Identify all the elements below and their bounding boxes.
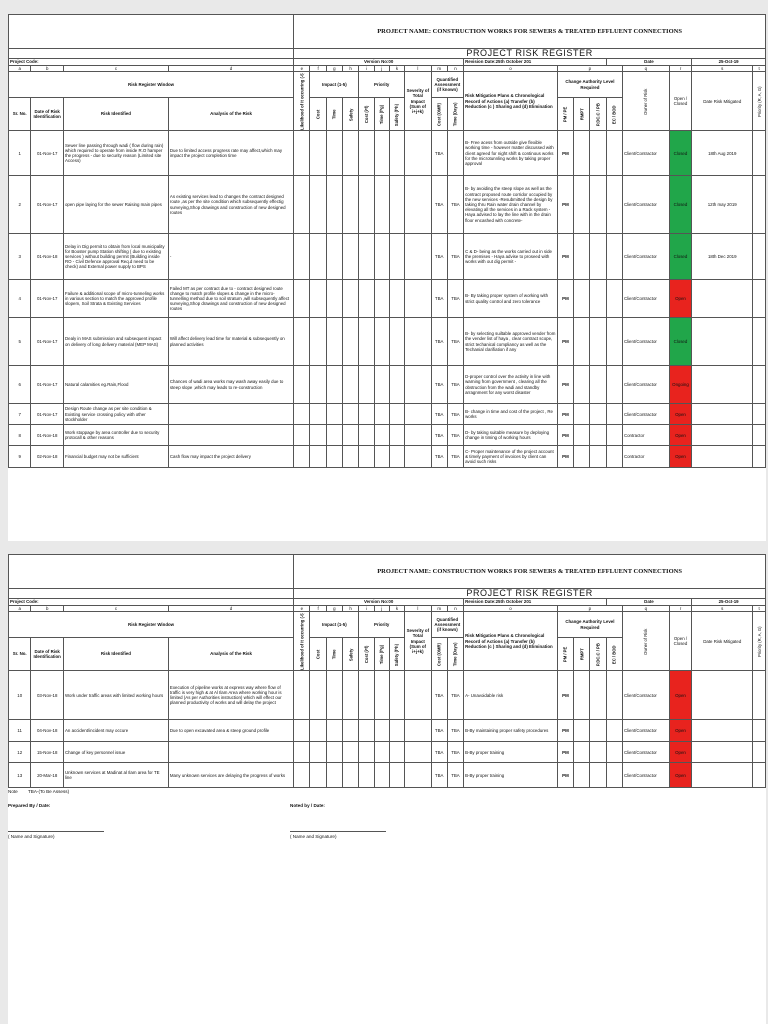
prepared-by-label: Prepared By / Date:: [8, 803, 51, 809]
time-days-header: Time (Days): [447, 98, 463, 131]
change-authority-header: Change Authority Level Required: [557, 612, 622, 638]
risk-cell: Natural calamities eg.Rain,Flood: [63, 366, 168, 404]
pm-cell: PM: [557, 176, 573, 234]
table-row: [9, 763, 766, 788]
mitigation-cell: B- by avoiding the steep slope as well as the contract proposed route corridor occupied by the new services -Resubmitted the design by taking thru Rain water drain channel by elevating all the services in a Rack system - Haya advised to lay the line with in the drain floor encashed with concrete-: [464, 176, 558, 234]
date-identification-header: Date of Risk Identification: [31, 98, 64, 131]
pdcc-header: P.DC.C / PB: [590, 638, 606, 671]
change-authority-header: Change Authority Level Required: [557, 72, 622, 98]
column-letter: t: [753, 66, 766, 72]
quantified-header: Quantified Assessment (if known): [431, 72, 464, 98]
cost-fh-header: Cost (i*f): [359, 638, 374, 671]
time-days-cell: TBA: [447, 234, 463, 280]
time-days-cell: TBA: [447, 318, 463, 366]
status-badge: Open: [670, 425, 691, 445]
date-label: Date: [606, 59, 692, 66]
sr-no-cell: 6: [9, 366, 31, 404]
table-row: [9, 446, 766, 468]
safety-fh-header: Safety (f*h): [389, 98, 404, 131]
risk-cell: Change of key personnel issue: [63, 742, 168, 763]
status-cell: [669, 742, 691, 763]
column-letter: d: [168, 606, 293, 612]
mitigation-cell: C & D- being as the works carried out in side the premises - Haya advise to proseed with works with out dig permit -: [464, 234, 558, 280]
pm-cell: PM: [557, 720, 573, 742]
status-cell: [669, 366, 691, 404]
status-cell: [669, 720, 691, 742]
sr-no-cell: 13: [9, 763, 31, 788]
owner-cell: Client/Contractor: [622, 671, 669, 720]
status-badge: Open: [670, 289, 691, 309]
status-badge: Open: [670, 721, 691, 741]
status-badge: Open: [670, 685, 691, 705]
risk-register-table-continued: [8, 554, 766, 788]
date-mitigated-cell: 18th Dec 2019: [692, 234, 753, 280]
mitigation-cell: A- Unavoidable risk: [464, 671, 558, 720]
sr-no-cell: 4: [9, 280, 31, 318]
cost-omr-cell: TBA: [431, 318, 447, 366]
date-cell: 01-Nov-18: [31, 234, 64, 280]
date-cell: 01-Nov-17: [31, 404, 64, 425]
pm-cell: PM: [557, 671, 573, 720]
pm-cell: PM: [557, 742, 573, 763]
column-letter: e: [294, 66, 310, 72]
risk-register-window: Risk Register Window: [9, 612, 294, 638]
column-letter: q: [622, 606, 669, 612]
sr-no-cell: 8: [9, 425, 31, 446]
name-signature-2: ( Name and Signature): [290, 834, 337, 840]
pm-cell: PM: [557, 366, 573, 404]
signature-line-1: [8, 831, 104, 832]
status-badge: Open: [670, 447, 691, 467]
time-fg-header: Time (f*g): [374, 638, 389, 671]
cost-omr-cell: TBA: [431, 176, 447, 234]
note-label: Note: [8, 789, 18, 795]
severity-header: Severity of Total Impact (Sum of i+j+k): [405, 612, 431, 671]
cost-omr-cell: TBA: [431, 763, 447, 788]
time-days-header: Time (Days): [447, 638, 463, 671]
column-letter: r: [669, 66, 691, 72]
risk-cell: Failure & additional scope of micro-tunneling works in various section to match the approved profile slopem, Soil Strata & Existing Services: [63, 280, 168, 318]
mitigation-cell: C- Proper maintenance of the project account & timely payment of invoices by client can avoid such risks: [464, 446, 558, 468]
owner-cell: Client/Contractor: [622, 742, 669, 763]
cost-omr-cell: TBA: [431, 131, 447, 176]
analysis-cell: -: [168, 234, 293, 280]
sr-no-cell: 11: [9, 720, 31, 742]
owner-cell: Client/Contractor: [622, 720, 669, 742]
rmpt-header: RMPT: [574, 638, 590, 671]
sr-no-cell: 5: [9, 318, 31, 366]
column-letter: i: [359, 66, 374, 72]
likelihood-header: Likelihood of it occurring (-5): [294, 72, 310, 131]
column-letter: d: [168, 66, 293, 72]
date-mitigated-cell: [692, 446, 753, 468]
revision-date: Revision Date:25th October 201: [464, 599, 607, 606]
date-cell: 03-Nov-18: [31, 671, 64, 720]
status-cell: [669, 671, 691, 720]
status-badge: Closed: [670, 332, 691, 352]
date-cell: 02-Nov-18: [31, 446, 64, 468]
time-days-cell: TBA: [447, 763, 463, 788]
sr-no-cell: 1: [9, 131, 31, 176]
mitigation-cell: B- change in time and cost of the project , Re works: [464, 404, 558, 425]
owner-cell: Client/Contractor: [622, 366, 669, 404]
mitigation-cell: B- by selecting suiltable approved vender from the vender list of haya , clear contract scope, strict techanical compliancy as well as the Techanial clarifiation if any: [464, 318, 558, 366]
status-badge: Open: [670, 404, 691, 424]
analysis-cell: [168, 742, 293, 763]
time-days-cell: TBA: [447, 404, 463, 425]
pm-pe-header: PM / PE: [557, 98, 573, 131]
column-letter: p: [557, 66, 622, 72]
sr-no-cell: 2: [9, 176, 31, 234]
owner-cell: Contractor: [622, 446, 669, 468]
column-letter: k: [389, 66, 404, 72]
register-page-2: [8, 554, 766, 1024]
column-letter: i: [359, 606, 374, 612]
cost-omr-cell: TBA: [431, 446, 447, 468]
date-value: 25-Oct-19: [692, 599, 766, 606]
date-mitigated-cell: [692, 763, 753, 788]
cost-header: Cost: [310, 98, 326, 131]
date-mitigated-cell: [692, 742, 753, 763]
time-fg-header: Time (f*g): [374, 98, 389, 131]
priority-rag-header: Priority (R, A, G): [753, 612, 766, 671]
time-days-cell: [447, 131, 463, 176]
quantified-header: Quantified Assessment (if known): [431, 612, 464, 638]
date-mitigated-cell: [692, 425, 753, 446]
date-cell: 01-Nov-17: [31, 131, 64, 176]
table-row: [9, 131, 766, 176]
cost-omr-cell: TBA: [431, 234, 447, 280]
time-days-cell: TBA: [447, 446, 463, 468]
sr-no-cell: 10: [9, 671, 31, 720]
time-days-cell: TBA: [447, 720, 463, 742]
mitigation-header: Risk Mitigation Plans & Chronological Record of Actions (a) Transfer (b) Reduction (c ) Sharing and (d) Elimination: [464, 612, 558, 671]
mitigation-cell: B- Free acess from outside give flexible working time - however matter discussed with client agreed for night shift & continous works for the microtunnling works by taking proper approval: [464, 131, 558, 176]
date-cell: 01-Nov-18: [31, 425, 64, 446]
priority-rag-header: Priority (R, A, G): [753, 72, 766, 131]
risk-cell: Design Route change as per site condition & Existing service crossing policy with other stockholder: [63, 404, 168, 425]
column-letter: h: [343, 66, 359, 72]
date-label: Date: [606, 599, 692, 606]
date-mitigated-cell: 12th may 2019: [692, 176, 753, 234]
analysis-cell: Failed MT as per contract due to - contract designed route change to match profile slopes & change in the micro-tunnelling method due to soil stratum ,will subsequently affect surveying,Shop drawings and construction of new designed routes: [168, 280, 293, 318]
cost-omr-cell: TBA: [431, 742, 447, 763]
column-letter: o: [464, 606, 558, 612]
mitigation-cell: B-By proper training: [464, 742, 558, 763]
status-cell: [669, 446, 691, 468]
date-cell: 01-Nov-17: [31, 280, 64, 318]
status-cell: [669, 763, 691, 788]
risk-cell: Unknown services at Madinat al Ilam area for TE line: [63, 763, 168, 788]
mitigation-cell: B- By taking proper system of working with strict quality control and zero tolerance: [464, 280, 558, 318]
date-mitigated-header: Date Risk Mitigated: [692, 72, 753, 131]
table-row: [9, 425, 766, 446]
noted-by-label: Noted by / Date:: [290, 803, 325, 809]
time-days-cell: TBA: [447, 176, 463, 234]
date-cell: 01-Nov-17: [31, 318, 64, 366]
impact-header: Impact (1-5): [310, 72, 359, 98]
column-letter: s: [692, 66, 753, 72]
time-header: Time: [326, 98, 342, 131]
owner-cell: Client/Contractor: [622, 763, 669, 788]
table-row: [9, 720, 766, 742]
risk-cell: An accident/incident may occure: [63, 720, 168, 742]
status-badge: Closed: [670, 143, 691, 163]
note-text: TBA-(To Be Assess): [28, 789, 70, 795]
table-row: [9, 742, 766, 763]
table-row: [9, 234, 766, 280]
column-letter: g: [326, 66, 342, 72]
analysis-cell: Execution of pipeline works at express way where flow of traffic is very high & at Al Ilam Area where working hour is limited (As per Authorities instruction) which will effect our planned productivity of works and will delay the project: [168, 671, 293, 720]
status-badge: Open: [670, 765, 691, 785]
sr-no-cell: 7: [9, 404, 31, 425]
ec-bod-header: EC / BOD: [606, 638, 622, 671]
safety-header: Safety: [343, 638, 359, 671]
sr-no-header: Sr. No.: [9, 638, 31, 671]
owner-header: Owner of Risk: [622, 612, 669, 671]
status-badge: Ongoing: [670, 375, 691, 395]
analysis-cell: As existing services lead to changes the contract designed route ,as per the site condition which subsequently effectig surveying,Shop drawings and construction of new designed routes: [168, 176, 293, 234]
pm-cell: PM: [557, 234, 573, 280]
pm-cell: PM: [557, 425, 573, 446]
time-days-cell: TBA: [447, 366, 463, 404]
table-row: [9, 280, 766, 318]
cost-header: Cost: [310, 638, 326, 671]
analysis-cell: Many unknown services are delaying the progress of works: [168, 763, 293, 788]
status-cell: [669, 234, 691, 280]
table-row: [9, 404, 766, 425]
name-signature-1: ( Name and Signature): [8, 834, 55, 840]
sr-no-cell: 9: [9, 446, 31, 468]
risk-cell: open pipe laying for the sewer Raising main pipes: [63, 176, 168, 234]
analysis-cell: [168, 425, 293, 446]
cost-omr-cell: TBA: [431, 280, 447, 318]
owner-header: Owner of Risk: [622, 72, 669, 131]
analysis-cell: Due to limited access progress rate may affect,which may impact the project completion time: [168, 131, 293, 176]
safety-fh-header: Safety (f*h): [389, 638, 404, 671]
analysis-cell: [168, 404, 293, 425]
column-letter: t: [753, 606, 766, 612]
status-badge: Closed: [670, 195, 691, 215]
time-days-cell: TBA: [447, 280, 463, 318]
analysis-cell: Chances of wadi area works may wash away easily due to steep slope ,which may leads to re-construction: [168, 366, 293, 404]
risk-cell: Dealy in MAS submission and subsequent impact on delivery of long delivery material (MEP MAS): [63, 318, 168, 366]
column-letter: p: [557, 606, 622, 612]
pm-cell: PM: [557, 318, 573, 366]
date-cell: 01-Nov-17: [31, 366, 64, 404]
column-letter: n: [447, 606, 463, 612]
owner-cell: Client/Contractor: [622, 404, 669, 425]
cost-omr-cell: TBA: [431, 425, 447, 446]
time-header: Time: [326, 638, 342, 671]
open-closed-header: Open / Closed: [669, 612, 691, 671]
analysis-cell: Cash flow may impact the project delivery: [168, 446, 293, 468]
risk-cell: Delay in Dig permit to obtain from local municipality for Booster pump Station shifting ( due to existing services ) without building permit (Building inside RO - Civil Defence approval Req.d need to be check) and External power supply to BPS: [63, 234, 168, 280]
status-cell: [669, 176, 691, 234]
cost-omr-header: Cost (OMR): [431, 98, 447, 131]
pm-cell: PM: [557, 446, 573, 468]
pm-cell: PM: [557, 280, 573, 318]
date-mitigated-cell: [692, 280, 753, 318]
time-days-cell: TBA: [447, 425, 463, 446]
table-row: [9, 318, 766, 366]
project-name: PROJECT NAME: CONSTRUCTION WORKS FOR SEWERS & TREATED EFFLUENT CONNECTIONS: [294, 555, 766, 589]
column-letter: k: [389, 606, 404, 612]
owner-cell: Client/Contractor: [622, 131, 669, 176]
status-cell: [669, 404, 691, 425]
column-letter: s: [692, 606, 753, 612]
risk-cell: Work under traffic areas with limited working hours: [63, 671, 168, 720]
revision-date: Revision Date:25th October 201: [464, 59, 607, 66]
owner-cell: Client/Contractor: [622, 234, 669, 280]
column-letter: l: [405, 606, 431, 612]
column-letter: h: [343, 606, 359, 612]
date-mitigated-cell: 18th Aug 2019: [692, 131, 753, 176]
date-mitigated-header: Date Risk Mitigated: [692, 612, 753, 671]
priority-header: Priority: [359, 72, 405, 98]
project-code-label: Project Code:: [9, 599, 294, 606]
table-row: [9, 366, 766, 404]
risk-register-table: [8, 14, 766, 468]
footer-area: [8, 788, 766, 848]
open-closed-header: Open / Closed: [669, 72, 691, 131]
column-letter: b: [31, 606, 64, 612]
column-letter: o: [464, 66, 558, 72]
owner-cell: Client/Contractor: [622, 318, 669, 366]
risk-register-window: Risk Register Window: [9, 72, 294, 98]
column-letter: g: [326, 606, 342, 612]
column-letter: j: [374, 606, 389, 612]
time-days-cell: TBA: [447, 742, 463, 763]
impact-header: Impact (1-5): [310, 612, 359, 638]
analysis-header: Analysis of the Risk: [168, 98, 293, 131]
table-row: [9, 671, 766, 720]
version-no: Version No:00: [294, 59, 464, 66]
risk-cell: Financial budget may not be sufficient: [63, 446, 168, 468]
mitigation-cell: B-By proper training: [464, 763, 558, 788]
status-badge: Open: [670, 742, 691, 762]
priority-header: Priority: [359, 612, 405, 638]
register-title: PROJECT RISK REGISTER: [294, 49, 766, 59]
cost-omr-cell: TBA: [431, 720, 447, 742]
project-name: PROJECT NAME: CONSTRUCTION WORKS FOR SEWERS & TREATED EFFLUENT CONNECTIONS: [294, 15, 766, 49]
column-letter: f: [310, 66, 326, 72]
severity-header: Severity of Total Impact (Sum of i+j+k): [405, 72, 431, 131]
status-cell: [669, 318, 691, 366]
date-cell: 15-Nov-18: [31, 742, 64, 763]
owner-cell: Client/Contractor: [622, 176, 669, 234]
safety-header: Safety: [343, 98, 359, 131]
date-identification-header: Date of Risk Identification: [31, 638, 64, 671]
version-no: Version No:00: [294, 599, 464, 606]
ec-bod-header: EC / BOD: [606, 98, 622, 131]
project-code-label: Project Code:: [9, 59, 294, 66]
pm-cell: PM: [557, 404, 573, 425]
rmpt-header: RMPT: [574, 98, 590, 131]
mitigation-header: Risk Mitigation Plans & Chronological Record of Actions (a) Transfer (b) Reduction (c ) Sharing and (d) Elimination: [464, 72, 558, 131]
analysis-header: Analysis of the Risk: [168, 638, 293, 671]
status-cell: [669, 131, 691, 176]
status-cell: [669, 280, 691, 318]
date-mitigated-cell: [692, 671, 753, 720]
pm-cell: PM: [557, 763, 573, 788]
date-mitigated-cell: [692, 366, 753, 404]
time-days-cell: TBA: [447, 671, 463, 720]
risk-identified-header: Risk Identified: [63, 98, 168, 131]
column-letter: c: [63, 66, 168, 72]
date-cell: 01-Nov-17: [31, 176, 64, 234]
mitigation-cell: D- by taking suitable measure by deploying change in timing of working hours: [464, 425, 558, 446]
date-mitigated-cell: [692, 720, 753, 742]
sr-no-header: Sr. No.: [9, 98, 31, 131]
pm-pe-header: PM / PE: [557, 638, 573, 671]
sr-no-cell: 12: [9, 742, 31, 763]
cost-omr-cell: TBA: [431, 366, 447, 404]
status-badge: Closed: [670, 247, 691, 267]
column-letter: j: [374, 66, 389, 72]
column-letter: r: [669, 606, 691, 612]
cost-omr-header: Cost (OMR): [431, 638, 447, 671]
owner-cell: Contractor: [622, 425, 669, 446]
cost-omr-cell: TBA: [431, 404, 447, 425]
date-cell: 20-Mar-18: [31, 763, 64, 788]
column-letter: a: [9, 66, 31, 72]
column-letter: e: [294, 606, 310, 612]
column-letter: n: [447, 66, 463, 72]
date-cell: 04-Nov-18: [31, 720, 64, 742]
column-letter: l: [405, 66, 431, 72]
mitigation-cell: B-By maintaining proper safety procedures: [464, 720, 558, 742]
column-letter: a: [9, 606, 31, 612]
date-value: 25-Oct-19: [692, 59, 766, 66]
register-page-1: [8, 14, 766, 541]
date-mitigated-cell: [692, 318, 753, 366]
status-cell: [669, 425, 691, 446]
column-letter: m: [431, 606, 447, 612]
register-title: PROJECT RISK REGISTER: [294, 589, 766, 599]
risk-cell: Work stoppage by area controller due to security protocall & other reasons: [63, 425, 168, 446]
column-letter: c: [63, 606, 168, 612]
pm-cell: PM: [557, 131, 573, 176]
cost-fh-header: Cost (i*f): [359, 98, 374, 131]
mitigation-cell: D-proper control over the activity in line with warning from government , clearing all the obstruction from the wadi and standby arragnment for any worst disaster: [464, 366, 558, 404]
likelihood-header: Likelihood of it occurring (-5): [294, 612, 310, 671]
sr-no-cell: 3: [9, 234, 31, 280]
risk-cell: Sewer line passing through wadi ( flow during rain) which required to operate from inside R.O hamper the progress - due to security reason (Limited site Access): [63, 131, 168, 176]
date-mitigated-cell: [692, 404, 753, 425]
analysis-cell: Will affect delivery lead time for material & subsequently on planned activities: [168, 318, 293, 366]
analysis-cell: Due to open excavated area & steep ground profile: [168, 720, 293, 742]
column-letter: b: [31, 66, 64, 72]
column-letter: f: [310, 606, 326, 612]
column-letter: m: [431, 66, 447, 72]
owner-cell: Client/Contractor: [622, 280, 669, 318]
risk-identified-header: Risk Identified: [63, 638, 168, 671]
cost-omr-cell: TBA: [431, 671, 447, 720]
table-row: [9, 176, 766, 234]
column-letter: q: [622, 66, 669, 72]
pdcc-header: P.DC.C / PB: [590, 98, 606, 131]
signature-line-2: [290, 831, 386, 832]
